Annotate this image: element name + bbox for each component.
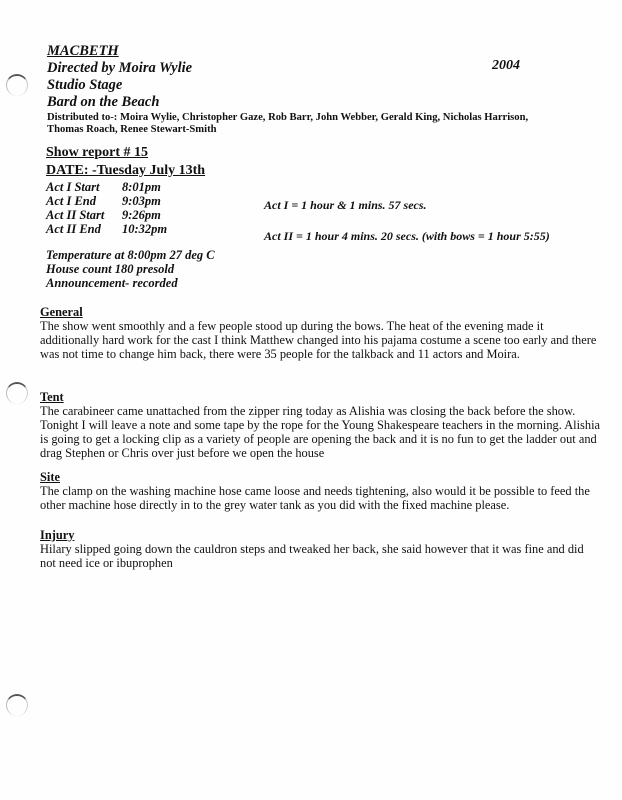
section-heading: General xyxy=(40,305,83,319)
section-tent xyxy=(40,390,600,460)
section-body: Hilary slipped going down the cauldron steps and tweaked her back, she said however that it was fine and did not need ice or ibuprophen xyxy=(40,542,584,570)
section-heading: Tent xyxy=(40,390,64,404)
hole-punch-mark xyxy=(6,74,28,96)
time-value: 8:01pm xyxy=(122,180,161,194)
show-details xyxy=(46,248,215,290)
house-count: House count 180 presold xyxy=(46,262,175,276)
time-value: 9:26pm xyxy=(122,208,161,222)
section-body: The carabineer came unattached from the zipper ring today as Alishia was closing the back before the show. Tonight I will leave a note and some tape by the rope for the Young Shakespeare teachers in the morning. Alishia is going to get a locking clip as a variety of people are opening the back and it is no fun to get the ladder out and drag Stephen or Chris over just before we open the house xyxy=(40,404,601,460)
company-line: Bard on the Beach xyxy=(47,94,160,110)
section-body: The clamp on the washing machine hose came loose and needs tightening, also would it be possible to feed the other machine hose directly in to the grey water tank as you did with the fixed machine please. xyxy=(40,484,590,512)
time-value: 10:32pm xyxy=(122,222,168,236)
year: 2004 xyxy=(492,58,520,73)
report-date: DATE: -Tuesday July 13th xyxy=(46,163,206,178)
section-heading: Site xyxy=(40,470,60,484)
distribution-list: Distributed to-: Moira Wylie, Christopher Gaze, Rob Barr, John Webber, Gerald King, Nicholas Harrison, Thomas Roach, Renee Stewart-Smith xyxy=(47,112,529,135)
time-label: Act II End xyxy=(46,222,101,236)
production-title: MACBETH xyxy=(47,43,119,59)
time-row xyxy=(46,194,167,208)
temperature: Temperature at 8:00pm 27 deg C xyxy=(46,248,215,262)
time-label: Act I End xyxy=(46,194,97,208)
section-general xyxy=(40,305,600,361)
venue-line: Studio Stage xyxy=(47,77,123,93)
report-number: Show report # 15 xyxy=(46,145,149,160)
section-injury xyxy=(40,528,600,570)
time-label: Act II Start xyxy=(46,208,105,222)
time-row xyxy=(46,180,167,194)
section-site xyxy=(40,470,600,512)
hole-punch-mark xyxy=(6,382,28,404)
section-heading: Injury xyxy=(40,528,75,542)
time-value: 9:03pm xyxy=(122,194,161,208)
hole-punch-mark xyxy=(6,694,28,716)
announcement: Announcement- recorded xyxy=(46,276,178,290)
act-times xyxy=(46,180,167,236)
section-body: The show went smoothly and a few people stood up during the bows. The heat of the evening made it additionally hard work for the cast I think Matthew changed into his pajama costume a scene too early and there was not time to change him back, there were 35 people for the talkback and 11 actors and Moira. xyxy=(40,319,597,361)
time-row xyxy=(46,222,167,236)
time-label: Act I Start xyxy=(46,180,100,194)
act2-duration: Act II = 1 hour 4 mins. 20 secs. (with bows = 1 hour 5:55) xyxy=(264,229,550,243)
act1-duration: Act I = 1 hour & 1 mins. 57 secs. xyxy=(264,198,427,212)
director-line: Directed by Moira Wylie xyxy=(47,60,193,76)
time-row xyxy=(46,208,167,222)
